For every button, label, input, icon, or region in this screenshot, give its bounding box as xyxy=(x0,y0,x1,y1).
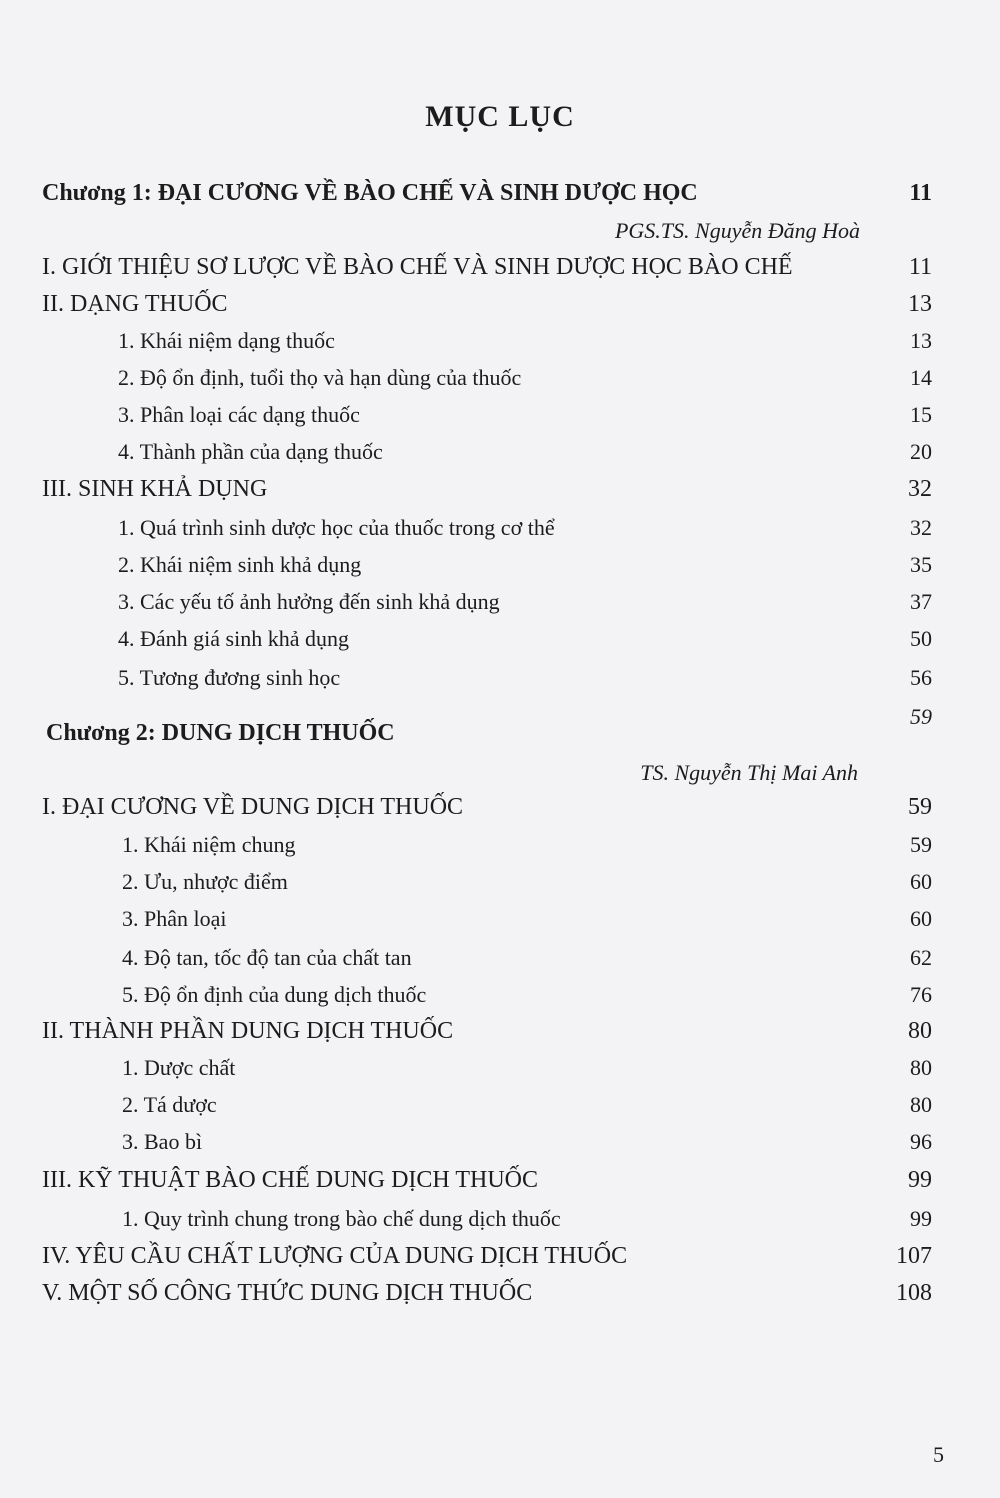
entry-title: 4. Thành phần của dạng thuốc xyxy=(118,439,383,464)
entry-page: 108 xyxy=(896,1280,932,1306)
chapter-title: Chương 1: ĐẠI CƯƠNG VỀ BÀO CHẾ VÀ SINH DƯỢC HỌC xyxy=(42,180,698,206)
entry-page: 80 xyxy=(910,1092,932,1117)
toc-entry xyxy=(42,1163,932,1197)
entry-page: 14 xyxy=(910,365,932,390)
entry-title: 2. Độ ổn định, tuổi thọ và hạn dùng của thuốc xyxy=(118,365,522,390)
toc-entry xyxy=(122,865,932,899)
entry-page: 32 xyxy=(910,515,932,540)
entry-title: 1. Dược chất xyxy=(122,1055,236,1080)
chapter-2-author: TS. Nguyễn Thị Mai Anh xyxy=(640,760,858,785)
chapter-1-author: PGS.TS. Nguyễn Đăng Hoà xyxy=(614,218,860,243)
entry-title: II. DẠNG THUỐC xyxy=(42,291,228,317)
entry-title: 1. Khái niệm dạng thuốc xyxy=(118,328,335,353)
toc-entry xyxy=(118,398,932,432)
entry-title: V. MỘT SỐ CÔNG THỨC DUNG DỊCH THUỐC xyxy=(42,1280,533,1306)
entry-title: 3. Phân loại các dạng thuốc xyxy=(118,402,360,427)
toc-entry xyxy=(122,1051,932,1085)
entry-page: 13 xyxy=(910,328,932,353)
entry-title: IV. YÊU CẦU CHẤT LƯỢNG CỦA DUNG DỊCH THUỐC xyxy=(42,1243,628,1269)
toc-entry xyxy=(118,324,932,358)
toc-entry xyxy=(42,790,932,824)
toc-entry xyxy=(118,622,932,656)
entry-page: 80 xyxy=(910,1055,932,1080)
chapter-2-page-ref: 59 xyxy=(910,704,932,729)
chapter-1-heading xyxy=(42,176,932,210)
entry-title: 1. Quy trình chung trong bào chế dung dịch thuốc xyxy=(122,1206,561,1231)
chapter-title: Chương 2: DUNG DỊCH THUỐC xyxy=(46,720,395,746)
entry-title: 5. Tương đương sinh học xyxy=(118,665,341,690)
entry-title: I. GIỚI THIỆU SƠ LƯỢC VỀ BÀO CHẾ VÀ SINH DƯỢC HỌC BÀO CHẾ xyxy=(42,254,793,280)
page-ref: 11 xyxy=(909,180,932,206)
entry-title: 3. Các yếu tố ảnh hưởng đến sinh khả dụng xyxy=(118,589,500,614)
entry-title: 4. Đánh giá sinh khả dụng xyxy=(118,626,349,651)
entry-page: 50 xyxy=(910,626,932,651)
entry-page: 59 xyxy=(910,832,932,857)
entry-page: 11 xyxy=(908,254,932,280)
entry-title: II. THÀNH PHẦN DUNG DỊCH THUỐC xyxy=(42,1018,454,1044)
entry-page: 20 xyxy=(910,439,932,464)
page-number: 5 xyxy=(933,1442,944,1467)
entry-page: 76 xyxy=(910,982,932,1007)
entry-page: 56 xyxy=(910,665,932,690)
entry-page: 15 xyxy=(910,402,932,427)
toc-entry xyxy=(118,435,932,469)
entry-title: 4. Độ tan, tốc độ tan của chất tan xyxy=(122,945,412,970)
entry-page: 60 xyxy=(910,869,932,894)
entry-title: 2. Tá dược xyxy=(122,1092,217,1117)
toc-entry xyxy=(118,511,932,545)
toc-entry xyxy=(122,828,932,862)
toc-entry xyxy=(42,1014,932,1048)
toc-entry xyxy=(122,978,932,1012)
entry-page: 99 xyxy=(908,1167,932,1193)
entry-page: 32 xyxy=(908,476,932,502)
entry-page: 60 xyxy=(910,906,932,931)
entry-title: III. SINH KHẢ DỤNG xyxy=(42,476,268,502)
entry-page: 96 xyxy=(910,1129,932,1154)
entry-title: 3. Bao bì xyxy=(122,1129,203,1154)
entry-page: 59 xyxy=(908,794,932,820)
entry-page: 80 xyxy=(908,1018,932,1044)
toc-entry xyxy=(118,585,932,619)
entry-page: 13 xyxy=(908,291,932,317)
toc-entry xyxy=(42,287,932,321)
entry-title: III. KỸ THUẬT BÀO CHẾ DUNG DỊCH THUỐC xyxy=(42,1167,538,1193)
toc-entry xyxy=(118,361,932,395)
toc-entry xyxy=(42,1276,932,1310)
toc-entry xyxy=(42,472,932,506)
toc-entry xyxy=(122,902,932,936)
page-title: MỤC LỤC xyxy=(425,100,575,133)
toc-entry xyxy=(118,661,932,695)
entry-title: 1. Khái niệm chung xyxy=(122,832,296,857)
entry-page: 107 xyxy=(896,1243,932,1269)
entry-page: 35 xyxy=(910,552,932,577)
toc-entry xyxy=(122,1088,932,1122)
toc-entry xyxy=(122,941,932,975)
entry-page: 62 xyxy=(910,945,932,970)
toc-entry xyxy=(118,548,932,582)
entry-title: 1. Quá trình sinh dược học của thuốc trong cơ thể xyxy=(118,515,555,540)
entry-title: I. ĐẠI CƯƠNG VỀ DUNG DỊCH THUỐC xyxy=(42,794,464,820)
toc-entry xyxy=(122,1202,932,1236)
entry-title: 2. Ưu, nhược điểm xyxy=(122,869,288,894)
entry-page: 99 xyxy=(910,1206,932,1231)
entry-page: 37 xyxy=(910,589,932,614)
entry-title: 5. Độ ổn định của dung dịch thuốc xyxy=(122,982,427,1007)
entry-title: 3. Phân loại xyxy=(122,906,227,931)
toc-entry xyxy=(42,1239,932,1273)
chapter-2-heading xyxy=(46,716,932,750)
toc-entry xyxy=(42,250,932,284)
entry-title: 2. Khái niệm sinh khả dụng xyxy=(118,552,362,577)
toc-entry xyxy=(122,1125,932,1159)
